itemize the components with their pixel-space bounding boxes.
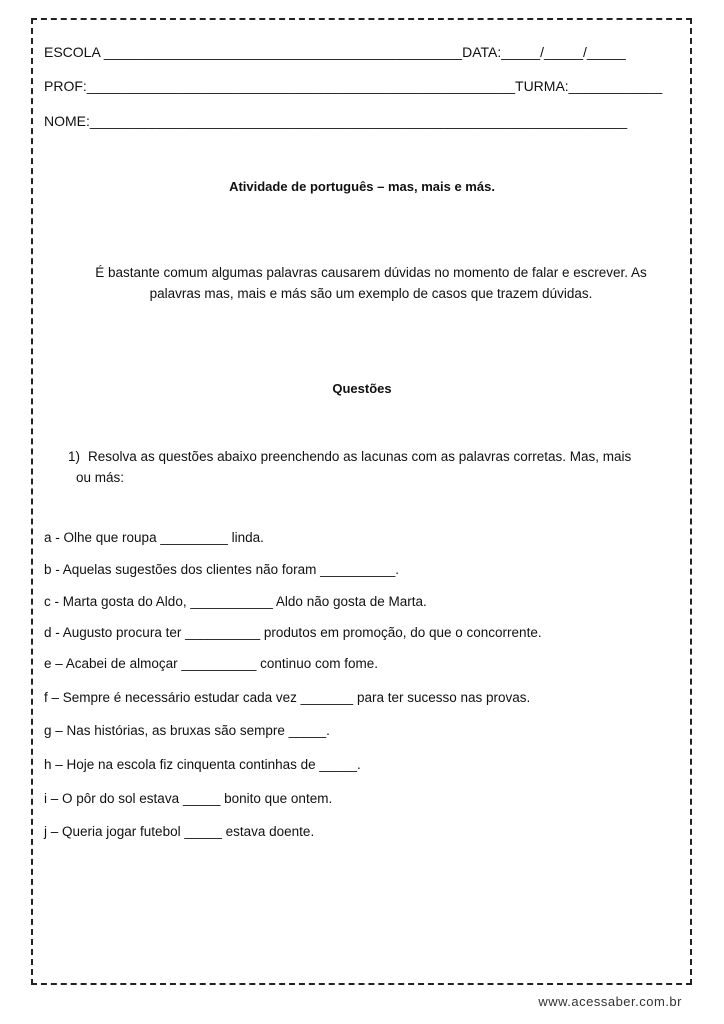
footer-website: www.acessaber.com.br <box>538 994 682 1009</box>
exercise-item-f: f – Sempre é necessário estudar cada vez _______ para ter sucesso nas provas. <box>44 690 531 705</box>
exercise-item-b: b - Aquelas sugestões dos clientes não foram __________. <box>44 562 399 577</box>
name-line: NOME:_____________________________________________________________________ <box>44 113 628 129</box>
exercise-item-j: j – Queria jogar futebol _____ estava doente. <box>44 824 315 839</box>
exercise-item-c: c - Marta gosta do Aldo, ___________ Aldo não gosta de Marta. <box>44 594 427 609</box>
teacher-class-line: PROF:_______________________________________________________TURMA:____________ <box>44 78 663 94</box>
exercise-item-d: d - Augusto procura ter __________ produtos em promoção, do que o concorrente. <box>44 625 542 640</box>
question-number: 1) <box>68 449 81 464</box>
intro-line-1: É bastante comum algumas palavras causarem dúvidas no momento de falar e escrever. As <box>95 265 647 280</box>
page-border <box>31 18 692 985</box>
exercise-item-h: h – Hoje na escola fiz cinquenta continhas de _____. <box>44 757 361 772</box>
question-1-line-2: ou más: <box>76 470 125 485</box>
exercise-item-i: i – O pôr do sol estava _____ bonito que ontem. <box>44 791 333 806</box>
questions-heading: Questões <box>332 381 392 396</box>
exercise-item-e: e – Acabei de almoçar __________ continuo com fome. <box>44 656 378 671</box>
intro-line-2: palavras mas, mais e más são um exemplo de casos que trazem dúvidas. <box>149 286 593 301</box>
activity-title: Atividade de português – mas, mais e más. <box>229 179 495 194</box>
question-1 <box>68 446 678 488</box>
intro-paragraph <box>68 262 674 304</box>
school-date-line: ESCOLA ______________________________________________DATA:_____/_____/_____ <box>44 44 626 60</box>
question-1-line-1: Resolva as questões abaixo preenchendo as lacunas com as palavras corretas. Mas, mais <box>88 449 632 464</box>
exercise-item-a: a - Olhe que roupa _________ linda. <box>44 530 264 545</box>
exercise-item-g: g – Nas histórias, as bruxas são sempre _____. <box>44 723 330 738</box>
